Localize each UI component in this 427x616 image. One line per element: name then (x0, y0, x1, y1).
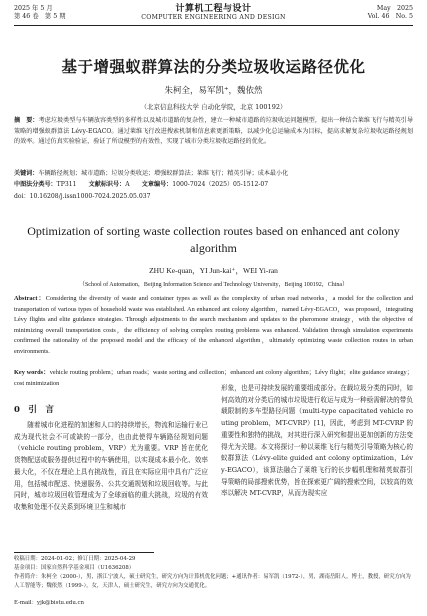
article-no-label: 文章编号： (141, 181, 173, 188)
article-no-value: 1000-7024（2025）05-1512-07 (172, 181, 269, 188)
abstract-cn-text: 考虑垃圾类型与车辆放容类型的多样性以及城市道路的复杂性，建立一种城市道路的垃圾收运问题模型，提出一种结合莱维飞行与精英引导策略的增强蚁群算法 Lévy-EGACO。通过莱维飞行改进搜索机制和信息素更新策略，以减少化总运输成本为目标，提高求解复杂垃圾收运路径规划的效率。通过仿真实验验证，验证了所设模型的有效性，实现了城市分类垃圾收运路径的优化。 (14, 117, 414, 145)
keywords-cn (14, 169, 413, 180)
volume-issue: 第 46 卷 第 5 期 (14, 13, 66, 20)
footnote-email: E-mail：yjk@bistu.edu.cn (14, 600, 85, 606)
clc-label: 中图法分类号： (14, 181, 57, 188)
footnote-bio: 作者简介：朱柯全（2000-），男，浙江宁波人，硕士研究生，研究方向为计算机优化问题；+通讯作者：易军凯（1972-），男，湖南岳阳人，博士，教授，研究方向为人工智能等；魏依然（1999-），女，天津人，硕士研究生，研究方向为交通优化。 (14, 574, 411, 589)
journal-name-en: COMPUTER ENGINEERING AND DESIGN (141, 14, 286, 21)
keywords-en-text: vehicle routing problem；urban roads；waste sorting and collection；enhanced ant colony algorithm；Lévy flight；elite guidance strategy；cost minimization (14, 369, 414, 387)
paper-title-cn: 基于增强蚁群算法的分类垃圾收运路径优化 (61, 57, 366, 76)
journal-name (0, 4, 427, 22)
body-column-left: 随着城市化进程的加速和人口的持续增长，物流和运输行业已成为现代社会不可或缺的一部分，也由此使得车辆路径规划问题（vehicle routing problem，VRP）尤为重要。VRP 旨在优化货物配送或服务提供过程中的车辆使用，以实现成本最小化、效率最大化，不仅在理论上具有挑战性，而且在实际应用中具有广泛应用，包括城市配送、快递服务、公共交通规划和垃圾回收等。与此同时，城市垃圾回收管理成为了全球面临的重大挑战，垃圾的有效收集和处理不仅关系到环境卫生和城市 (14, 421, 208, 511)
running-header-right (368, 5, 413, 21)
abstract-en (14, 294, 413, 358)
paper-title-en: Optimization of sorting waste collection routes based on enhanced ant colony algorithm (27, 224, 400, 255)
issue-date-en: May 2025 (376, 5, 413, 12)
issue-date: 2025 年 5 月 (14, 5, 53, 12)
affiliation-cn: （北京信息科技大学 自动化学院，北京 100192） (140, 103, 287, 111)
volume-issue-en: Vol. 46 No. 5 (367, 13, 413, 20)
keywords-cn-text: 车辆路径规划；城市道路；垃圾分类收运；增强蚁群算法；莱维飞行；精英引导；成本最小化 (38, 170, 289, 177)
body-column-right: 形象，也是可持续发展的重要组成部分。在载垃圾分类的同时，如何高效的对分类后的城市垃圾进行收运与成为一种亟需解决的带负载限制的多车型路径问题（multi-type capacitated vehicle routing problem，MT-CVRP）[1]，因此，考虑到 MT-CVRP 的重要性和独特的挑战，对其进行深入研究和提出更加创新的方法变得尤为关键。本文将探讨一种以莱维飞行与精英引导策略为核心的蚁群算法（Lévy-elite guided ant colony optimization，Lévy-EGACO），该算法融合了莱维飞行的长步幅机理和精英蚁群引导策略的局部搜索优势，旨在探索更广阔的搜索空间，以较高的效率以解决 MT-CVRP，从而为现实应 (221, 384, 413, 498)
authors-en: ZHU Ke-quan，YI Jun-kai⁺，WEI Yi-ran (149, 266, 278, 275)
keywords-cn-label: 关键词： (14, 170, 39, 177)
doc-code-value: A (125, 181, 130, 188)
footnote-received: 收稿日期：2024-01-02；修订日期：2025-04-29 (14, 556, 136, 562)
affiliation-en: （School of Automation，Beijing Information Science and Technology University，Beijing 100192，China） (78, 282, 349, 288)
section-heading: 0 引 言 (14, 405, 54, 415)
classification-line (14, 180, 413, 191)
footnote-fund: 基金项目：国家自然科学基金项目（U1636208） (14, 565, 135, 571)
abstract-en-label: Abstract： (14, 295, 46, 302)
header-rule (14, 25, 413, 26)
abstract-cn-label: 摘 要： (14, 117, 39, 124)
journal-name-cn: 计算机工程与设计 (175, 4, 252, 14)
clc-value: TP311 (56, 181, 77, 188)
keywords-en-label: Key words： (14, 369, 50, 376)
abstract-cn (14, 116, 413, 148)
doi: doi：10.16208/j.issn1000-7024.2025.05.037 (14, 193, 151, 200)
footnote-rule (14, 552, 154, 553)
doc-code-label: 文献标识号： (88, 181, 126, 188)
authors-cn: 朱柯全，易军凯⁺，魏依然 (164, 86, 263, 96)
abstract-en-text: Considering the diversity of waste and container types as well as the complexity of urban road networks，a model for the collection and transportation of various types of household waste was established. An enhanced ant colony algorithm，named Lévy-EGACO，was proposed，integrating Lévy flights and elite guidance strategies. Through adjustments to the search mechanism and updates to the pheromone strategy，with the objective of minimizing overall transportation costs，the efficiency of solving complex routing problems was enhanced. Validation through simulation experiments confirmed the rationality of the proposed model and the efficacy of the enhanced algorithm，ultimately optimizing waste collection routes in urban environments. (14, 295, 413, 355)
